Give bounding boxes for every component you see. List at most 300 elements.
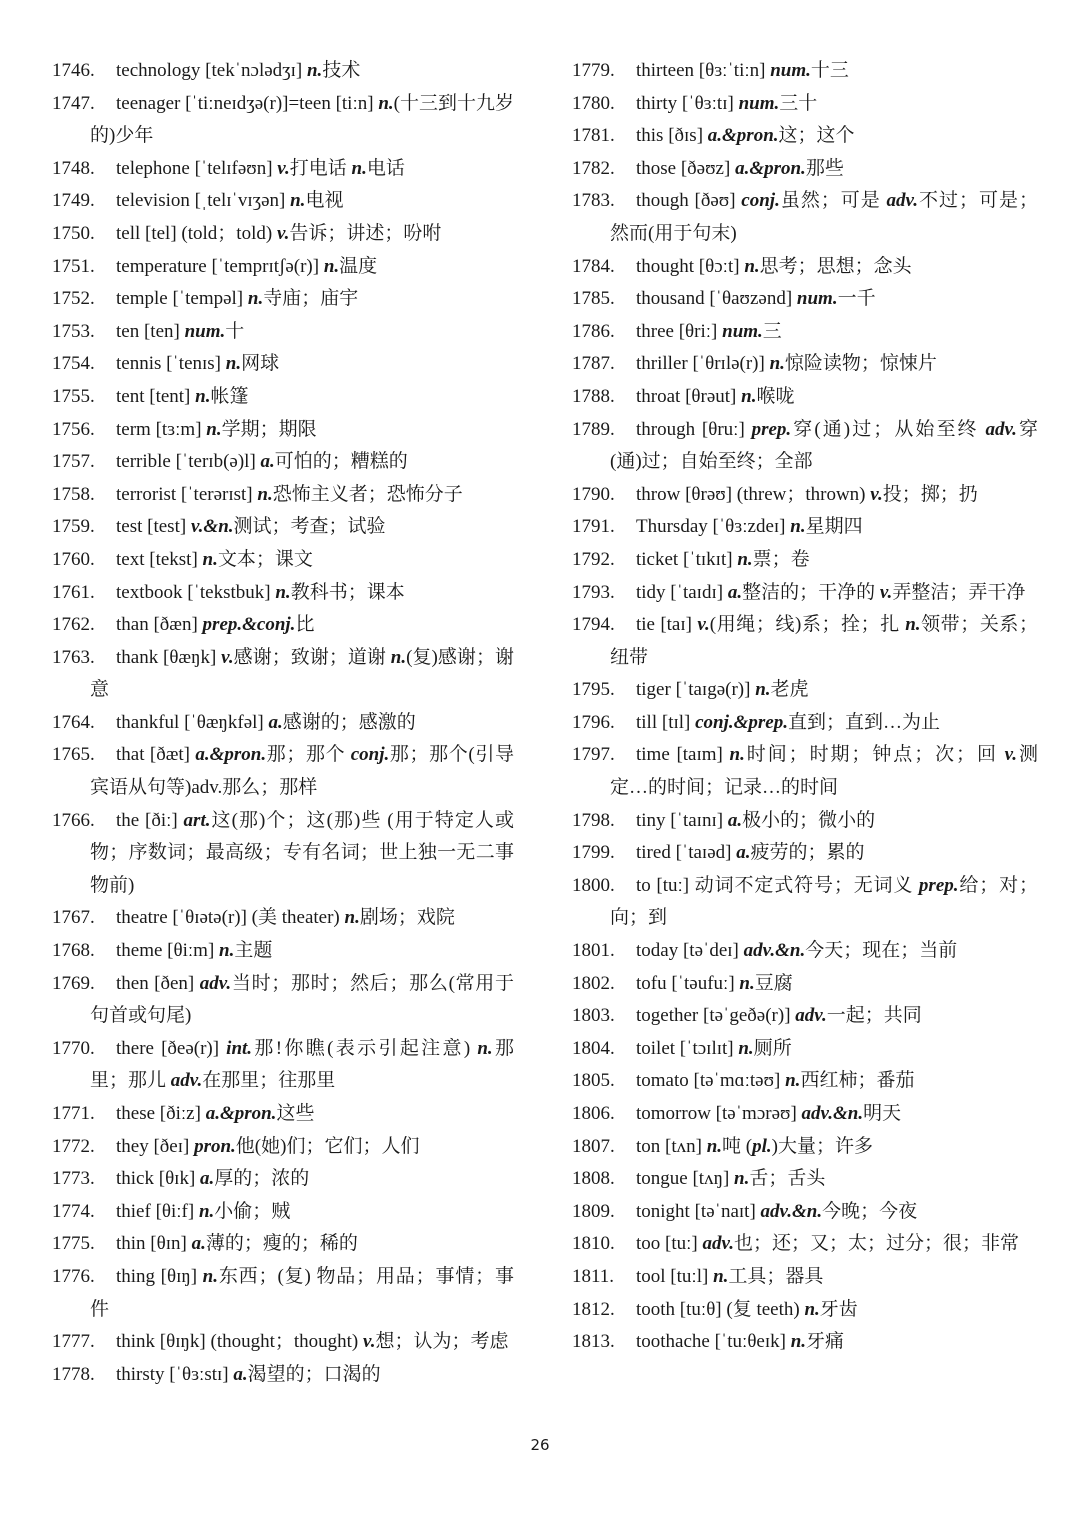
entry-number: 1806. xyxy=(572,1103,615,1124)
part-of-speech: adv. xyxy=(985,418,1017,440)
part-of-speech: n. xyxy=(323,255,340,277)
part-of-speech: a. xyxy=(233,1363,248,1385)
vocab-entry xyxy=(572,1326,1038,1359)
vocab-entry xyxy=(52,479,514,512)
entry-text: 电视 xyxy=(305,190,344,212)
entry-text: these [ðiːz] xyxy=(116,1103,206,1124)
entry-text: tofu [ˈtəufuː] xyxy=(636,972,740,994)
entry-text: 十 xyxy=(225,320,245,342)
part-of-speech: n. xyxy=(202,1265,218,1287)
entry-text: tooth [tuːθ] (复 teeth) xyxy=(636,1298,805,1320)
vocab-entry xyxy=(572,577,1038,610)
vocab-entry xyxy=(52,511,514,544)
part-of-speech: n. xyxy=(351,157,367,179)
entry-text: 豆腐 xyxy=(754,972,793,994)
entry-text: they [ðeɪ] xyxy=(116,1135,195,1157)
part-of-speech: n. xyxy=(202,548,218,570)
entry-number: 1765. xyxy=(52,744,95,766)
entry-number: 1775. xyxy=(52,1233,95,1255)
part-of-speech: a. xyxy=(727,809,743,831)
entry-number: 1813. xyxy=(572,1331,615,1353)
entry-text: 这些 xyxy=(276,1103,315,1124)
vocab-entry xyxy=(52,251,514,284)
part-of-speech: n. xyxy=(755,679,771,701)
part-of-speech: n. xyxy=(257,483,273,505)
vocab-entry xyxy=(52,316,514,349)
entry-text: 剧场；戏院 xyxy=(359,907,455,929)
vocab-entry xyxy=(52,544,514,577)
entry-text: tonight [təˈnaɪt] xyxy=(636,1200,761,1222)
entry-text: than [ðæn] xyxy=(116,614,203,636)
entry-text: thin [θɪn] xyxy=(116,1233,192,1255)
entry-number: 1781. xyxy=(572,125,615,147)
entry-text: though [ðəʊ] xyxy=(636,190,742,212)
entry-text: throat [θrəut] xyxy=(636,385,742,407)
entry-text: thirsty [ˈθɜːstɪ] xyxy=(116,1363,234,1385)
entry-number: 1766. xyxy=(52,809,95,831)
part-of-speech: conj. xyxy=(741,190,780,212)
vocab-entry xyxy=(572,414,1038,479)
entry-text: time [taɪm] xyxy=(636,744,730,766)
entry-number: 1767. xyxy=(52,907,95,929)
entry-text: 这；这个 xyxy=(778,125,855,147)
entry-text: 那!你瞧(表示引起注意) xyxy=(252,1037,478,1059)
entry-number: 1762. xyxy=(52,614,95,636)
entry-text: 那；那个 xyxy=(266,744,351,766)
entry-text: there [ðeə(r)] xyxy=(116,1037,227,1059)
part-of-speech: n. xyxy=(198,1200,215,1222)
part-of-speech: v. xyxy=(276,222,290,244)
entry-text: tiger [ˈtaɪgə(r)] xyxy=(636,679,756,701)
entry-text: to [tuː] 动词不定式符号；无词义 xyxy=(636,874,919,896)
entry-text: (十三到十九岁的)少年 xyxy=(90,92,514,147)
entry-text: the [ðiː] xyxy=(116,809,184,831)
part-of-speech: n. xyxy=(706,1135,723,1157)
entry-text: 学期；期限 xyxy=(221,418,317,440)
part-of-speech: prep. xyxy=(751,418,792,440)
part-of-speech: a.&pron. xyxy=(195,744,267,766)
entry-number: 1753. xyxy=(52,320,95,342)
entry-number: 1770. xyxy=(52,1037,95,1059)
vocab-entry xyxy=(572,1033,1038,1066)
entry-text: too [tuː] xyxy=(636,1233,703,1255)
entry-text: 星期四 xyxy=(805,516,863,538)
entry-text: thick [θɪk] xyxy=(116,1168,201,1190)
entry-text: 文本；课文 xyxy=(217,548,313,570)
part-of-speech: a. xyxy=(260,451,275,473)
vocab-entry xyxy=(52,1359,514,1392)
part-of-speech: n. xyxy=(247,288,264,310)
part-of-speech: n. xyxy=(206,418,222,440)
part-of-speech: n. xyxy=(225,353,242,375)
entry-text: 弄整洁；弄干净 xyxy=(892,581,1026,603)
vocab-entry xyxy=(572,1294,1038,1327)
entry-text: 一起；共同 xyxy=(826,1005,922,1027)
part-of-speech: conj. xyxy=(350,744,390,766)
entry-number: 1777. xyxy=(52,1331,95,1353)
entry-number: 1758. xyxy=(52,483,95,505)
part-of-speech: prep. xyxy=(918,874,959,896)
entry-number: 1786. xyxy=(572,320,615,342)
vocab-entry xyxy=(572,55,1038,88)
vocab-entry xyxy=(572,153,1038,186)
entry-number: 1746. xyxy=(52,60,95,81)
entry-number: 1779. xyxy=(572,60,615,81)
left-column xyxy=(52,55,514,1391)
vocab-entry xyxy=(572,1163,1038,1196)
part-of-speech: num. xyxy=(770,60,811,81)
part-of-speech: n. xyxy=(744,255,760,277)
entry-text: 吨 ( xyxy=(722,1135,753,1157)
part-of-speech: a. xyxy=(736,842,751,864)
part-of-speech: a. xyxy=(200,1168,215,1190)
part-of-speech: v. xyxy=(277,157,290,179)
entry-number: 1804. xyxy=(572,1037,615,1059)
entry-text: 十三 xyxy=(810,60,849,81)
page-number: 26 xyxy=(530,1436,550,1454)
entry-number: 1751. xyxy=(52,255,95,277)
entry-number: 1812. xyxy=(572,1298,615,1320)
entry-text: tent [tent] xyxy=(116,385,196,407)
vocab-entry xyxy=(52,609,514,642)
part-of-speech: n. xyxy=(739,972,755,994)
vocab-entry xyxy=(572,511,1038,544)
part-of-speech: n. xyxy=(905,614,921,636)
entry-text: till [tɪl] xyxy=(636,711,696,733)
entry-text: 感谢的；感激的 xyxy=(282,711,416,733)
entry-number: 1778. xyxy=(52,1363,95,1385)
entry-number: 1776. xyxy=(52,1265,95,1287)
entry-number: 1793. xyxy=(572,581,615,603)
entry-text: 思考；思想；念头 xyxy=(759,255,912,277)
entry-number: 1756. xyxy=(52,418,95,440)
entry-text: 告诉；讲述；吩咐 xyxy=(289,222,442,244)
entry-text: 技术 xyxy=(322,60,361,81)
entry-number: 1754. xyxy=(52,353,95,375)
entry-text: tiny [ˈtaɪnɪ] xyxy=(636,809,728,831)
entry-text: those [ðəʊz] xyxy=(636,157,736,179)
part-of-speech: n. xyxy=(790,516,806,538)
entry-number: 1761. xyxy=(52,581,95,603)
entry-text: toilet [ˈtɔɪlɪt] xyxy=(636,1037,739,1059)
vocab-entry xyxy=(52,446,514,479)
entry-text: temperature [ˈtemprɪtʃə(r)] xyxy=(116,255,324,277)
entry-text: 时间；时期；钟点；次；回 xyxy=(744,744,1005,766)
entry-text: 整洁的；干净的 xyxy=(742,581,880,603)
part-of-speech: pl. xyxy=(752,1135,772,1157)
entry-text: 一千 xyxy=(837,288,876,310)
entry-number: 1811. xyxy=(572,1265,615,1287)
entry-text: 那；那个(引导宾语从句等)adv.那么；那样 xyxy=(90,744,514,799)
entry-text: 那里；那儿 xyxy=(90,1037,514,1092)
vocab-entry xyxy=(572,1196,1038,1229)
entry-text: ticket [ˈtɪkɪt] xyxy=(636,548,738,570)
part-of-speech: n. xyxy=(738,1037,754,1059)
entry-number: 1797. xyxy=(572,744,615,766)
part-of-speech: adv. xyxy=(702,1233,734,1255)
part-of-speech: n. xyxy=(785,1070,801,1092)
vocab-entry xyxy=(572,185,1038,250)
part-of-speech: n. xyxy=(804,1298,820,1320)
vocab-entry xyxy=(572,870,1038,935)
entry-text: 直到；直到…为止 xyxy=(788,711,941,733)
entry-number: 1788. xyxy=(572,385,615,407)
entry-text: 寺庙；庙宇 xyxy=(263,288,359,310)
vocab-entry xyxy=(52,348,514,381)
entry-text: 牙齿 xyxy=(819,1298,858,1320)
entry-text: 电话 xyxy=(366,157,405,179)
part-of-speech: v. xyxy=(697,614,710,636)
vocab-entry xyxy=(52,1163,514,1196)
entry-number: 1795. xyxy=(572,679,615,701)
entry-text: 可怕的；糟糕的 xyxy=(274,451,408,473)
vocab-entry xyxy=(572,739,1038,804)
entry-text: 小偷；贼 xyxy=(214,1200,291,1222)
part-of-speech: adv. xyxy=(170,1070,203,1092)
entry-text: (复)感谢；谢意 xyxy=(90,646,514,701)
entry-text: ten [ten] xyxy=(116,320,185,342)
entry-number: 1807. xyxy=(572,1135,615,1157)
entry-text: 打电话 xyxy=(289,157,352,179)
entry-text: ton [tʌn] xyxy=(636,1135,707,1157)
vocab-entry xyxy=(572,316,1038,349)
entry-number: 1792. xyxy=(572,548,615,570)
entry-number: 1798. xyxy=(572,809,615,831)
entry-text: thing [θɪŋ] xyxy=(116,1265,203,1287)
entry-text: 那些 xyxy=(805,157,844,179)
entry-number: 1785. xyxy=(572,288,615,310)
entry-text: thought [θɔːt] xyxy=(636,255,745,277)
vocab-entry xyxy=(572,707,1038,740)
entry-number: 1771. xyxy=(52,1103,95,1124)
entry-text: 舌；舌头 xyxy=(749,1168,826,1190)
entry-text: 这(那)个；这(那)些 (用于特定人或物；序数词；最高级；专有名词；世上独一无二事物前) xyxy=(90,809,514,896)
vocab-entry xyxy=(572,609,1038,674)
entry-number: 1773. xyxy=(52,1168,95,1190)
entry-text: thief [θiːf] xyxy=(116,1200,199,1222)
part-of-speech: v. xyxy=(221,646,234,668)
vocab-entry xyxy=(572,935,1038,968)
entry-text: 不过；可是；然而(用于句末) xyxy=(610,190,1038,244)
part-of-speech: adv. xyxy=(199,972,232,994)
part-of-speech: adv.&n. xyxy=(801,1103,864,1124)
vocab-entry xyxy=(52,218,514,251)
entry-text: today [təˈdeɪ] xyxy=(636,940,744,962)
entry-number: 1757. xyxy=(52,451,95,473)
vocab-entry xyxy=(572,544,1038,577)
part-of-speech: n. xyxy=(306,60,323,81)
entry-text: 厕所 xyxy=(753,1037,792,1059)
part-of-speech: n. xyxy=(344,907,360,929)
entry-number: 1782. xyxy=(572,157,615,179)
vocab-entry xyxy=(52,88,514,153)
part-of-speech: n. xyxy=(741,385,757,407)
vocab-entry xyxy=(572,1228,1038,1261)
entry-text: 渴望的；口渴的 xyxy=(247,1363,381,1385)
right-column xyxy=(572,55,1038,1359)
entry-text: 想；认为；考虑 xyxy=(375,1331,509,1353)
part-of-speech: adv. xyxy=(795,1005,827,1027)
entry-number: 1747. xyxy=(52,92,95,114)
entry-text: teenager [ˈtiːneɪdʒə(r)]=teen [tiːn] xyxy=(116,92,379,114)
entry-number: 1790. xyxy=(572,483,615,505)
part-of-speech: n. xyxy=(769,353,785,375)
part-of-speech: a. xyxy=(191,1233,206,1255)
entry-text: 西红柿；番茄 xyxy=(800,1070,915,1092)
entry-text: throw [θrəʊ] (threw；thrown) xyxy=(636,483,871,505)
entry-number: 1748. xyxy=(52,157,95,179)
entry-number: 1801. xyxy=(572,940,615,962)
entry-text: 在那里；往那里 xyxy=(202,1070,336,1092)
entry-text: test [test] xyxy=(116,516,191,538)
entry-number: 1769. xyxy=(52,972,95,994)
vocab-entry xyxy=(572,1098,1038,1131)
vocab-entry xyxy=(52,968,514,1033)
entry-text: 投；掷；扔 xyxy=(882,483,978,505)
entry-text: tired [ˈtaɪəd] xyxy=(636,842,737,864)
entry-text: )大量；许多 xyxy=(771,1135,873,1157)
entry-text: 教科书；课本 xyxy=(290,581,405,603)
entry-number: 1783. xyxy=(572,190,615,212)
part-of-speech: n. xyxy=(378,92,394,114)
part-of-speech: n. xyxy=(390,646,407,668)
entry-number: 1750. xyxy=(52,222,95,244)
entry-text: three [θriː] xyxy=(636,320,723,342)
entry-number: 1805. xyxy=(572,1070,615,1092)
entry-number: 1808. xyxy=(572,1168,615,1190)
vocab-entry xyxy=(572,251,1038,284)
entry-text: 今晚；今夜 xyxy=(822,1200,918,1222)
part-of-speech: art. xyxy=(183,809,211,831)
part-of-speech: adv.&n. xyxy=(760,1200,823,1222)
part-of-speech: pron. xyxy=(194,1135,236,1157)
entry-text: television [ˌtelɪˈvɪʒən] xyxy=(116,190,291,212)
vocab-entry xyxy=(572,348,1038,381)
vocab-entry xyxy=(572,1065,1038,1098)
entry-text: thank [θæŋk] xyxy=(116,646,222,668)
part-of-speech: v. xyxy=(363,1331,376,1353)
entry-number: 1768. xyxy=(52,940,95,962)
entry-number: 1800. xyxy=(572,874,615,896)
part-of-speech: num. xyxy=(184,320,226,342)
entry-text: technology [tekˈnɔlədʒɪ] xyxy=(116,60,307,81)
vocab-entry xyxy=(572,479,1038,512)
vocab-entry xyxy=(52,1098,514,1131)
entry-number: 1749. xyxy=(52,190,95,212)
entry-number: 1784. xyxy=(572,255,615,277)
vocab-entry xyxy=(52,935,514,968)
entry-number: 1791. xyxy=(572,516,615,538)
part-of-speech: a. xyxy=(727,581,743,603)
entry-text: thriller [ˈθrɪlə(r)] xyxy=(636,353,770,375)
vocab-entry xyxy=(52,707,514,740)
part-of-speech: n. xyxy=(477,1037,493,1059)
entry-text: tidy [ˈtaɪdɪ] xyxy=(636,581,728,603)
entry-text: 工具；器具 xyxy=(728,1265,824,1287)
entry-text: 东西；(复) 物品；用品；事情；事件 xyxy=(90,1265,514,1320)
entry-text: think [θɪŋk] (thought；thought) xyxy=(116,1331,364,1353)
entry-text: 厚的；浓的 xyxy=(214,1168,310,1190)
entry-text: 恐怖主义者；恐怖分子 xyxy=(272,483,463,505)
entry-number: 1774. xyxy=(52,1200,95,1222)
entry-text: toothache [ˈtuːθeɪk] xyxy=(636,1331,791,1353)
entry-text: that [ðæt] xyxy=(116,744,196,766)
part-of-speech: n. xyxy=(729,744,745,766)
vocab-entry xyxy=(572,1000,1038,1033)
entry-text: 给；对；向；到 xyxy=(610,874,1038,929)
vocab-entry xyxy=(52,805,514,903)
vocab-entry xyxy=(52,1228,514,1261)
vocab-entry xyxy=(52,1033,514,1098)
part-of-speech: a.&pron. xyxy=(735,157,806,179)
part-of-speech: prep.&conj. xyxy=(202,614,296,636)
entry-text: 三 xyxy=(762,320,782,342)
vocab-entry xyxy=(572,837,1038,870)
vocab-entry xyxy=(52,642,514,707)
entry-number: 1780. xyxy=(572,92,615,114)
vocab-entry xyxy=(52,902,514,935)
entry-text: thousand [ˈθaʊzənd] xyxy=(636,288,797,310)
entry-text: 帐篷 xyxy=(210,385,249,407)
entry-number: 1759. xyxy=(52,516,95,538)
entry-text: 温度 xyxy=(339,255,378,277)
part-of-speech: n. xyxy=(734,1168,750,1190)
entry-text: telephone [ˈtelɪfəʊn] xyxy=(116,157,278,179)
entry-text: textbook [ˈtekstbuk] xyxy=(116,581,276,603)
part-of-speech: v.&n. xyxy=(190,516,234,538)
entry-text: thirteen [θɜːˈtiːn] xyxy=(636,60,771,81)
vocab-entry xyxy=(52,414,514,447)
entry-number: 1799. xyxy=(572,842,615,864)
entry-text: thirty [ˈθɜːtɪ] xyxy=(636,92,739,114)
entry-text: 感谢；致谢；道谢 xyxy=(233,646,391,668)
entry-text: Thursday [ˈθɜːzdeɪ] xyxy=(636,516,791,538)
entry-text: 也；还；又；太；过分；很；非常 xyxy=(733,1233,1019,1255)
entry-text: 疲劳的；累的 xyxy=(750,842,865,864)
vocab-entry xyxy=(572,88,1038,121)
vocab-entry xyxy=(52,381,514,414)
vocab-entry xyxy=(52,1261,514,1326)
entry-number: 1802. xyxy=(572,972,615,994)
part-of-speech: num. xyxy=(722,320,763,342)
entry-text: 穿(通)过；从始至终 xyxy=(791,418,986,440)
entry-number: 1809. xyxy=(572,1200,615,1222)
vocab-entry xyxy=(52,55,514,88)
entry-text: 票；卷 xyxy=(752,548,810,570)
entry-text: 领带；关系；纽带 xyxy=(610,614,1039,668)
part-of-speech: n. xyxy=(275,581,291,603)
entry-text: 网球 xyxy=(241,353,280,375)
entry-number: 1763. xyxy=(52,646,95,668)
entry-text: tell [tel] (told；told) xyxy=(116,222,277,244)
entry-number: 1755. xyxy=(52,385,95,407)
entry-text: terrorist [ˈterərɪst] xyxy=(116,483,258,505)
entry-text: 老虎 xyxy=(770,679,809,701)
entry-text: 三十 xyxy=(779,92,818,114)
entry-text: 喉咙 xyxy=(756,385,795,407)
part-of-speech: v. xyxy=(870,483,883,505)
vocab-entry xyxy=(52,739,514,804)
vocab-entry xyxy=(52,577,514,610)
entry-text: tomato [təˈmɑːtəʊ] xyxy=(636,1070,786,1092)
entry-text: 薄的；瘦的；稀的 xyxy=(205,1233,358,1255)
vocab-entry xyxy=(572,283,1038,316)
vocab-entry xyxy=(52,1131,514,1164)
part-of-speech: a. xyxy=(268,711,283,733)
entry-text: tie [taɪ] xyxy=(636,614,698,636)
entry-number: 1796. xyxy=(572,711,615,733)
part-of-speech: int. xyxy=(226,1037,253,1059)
